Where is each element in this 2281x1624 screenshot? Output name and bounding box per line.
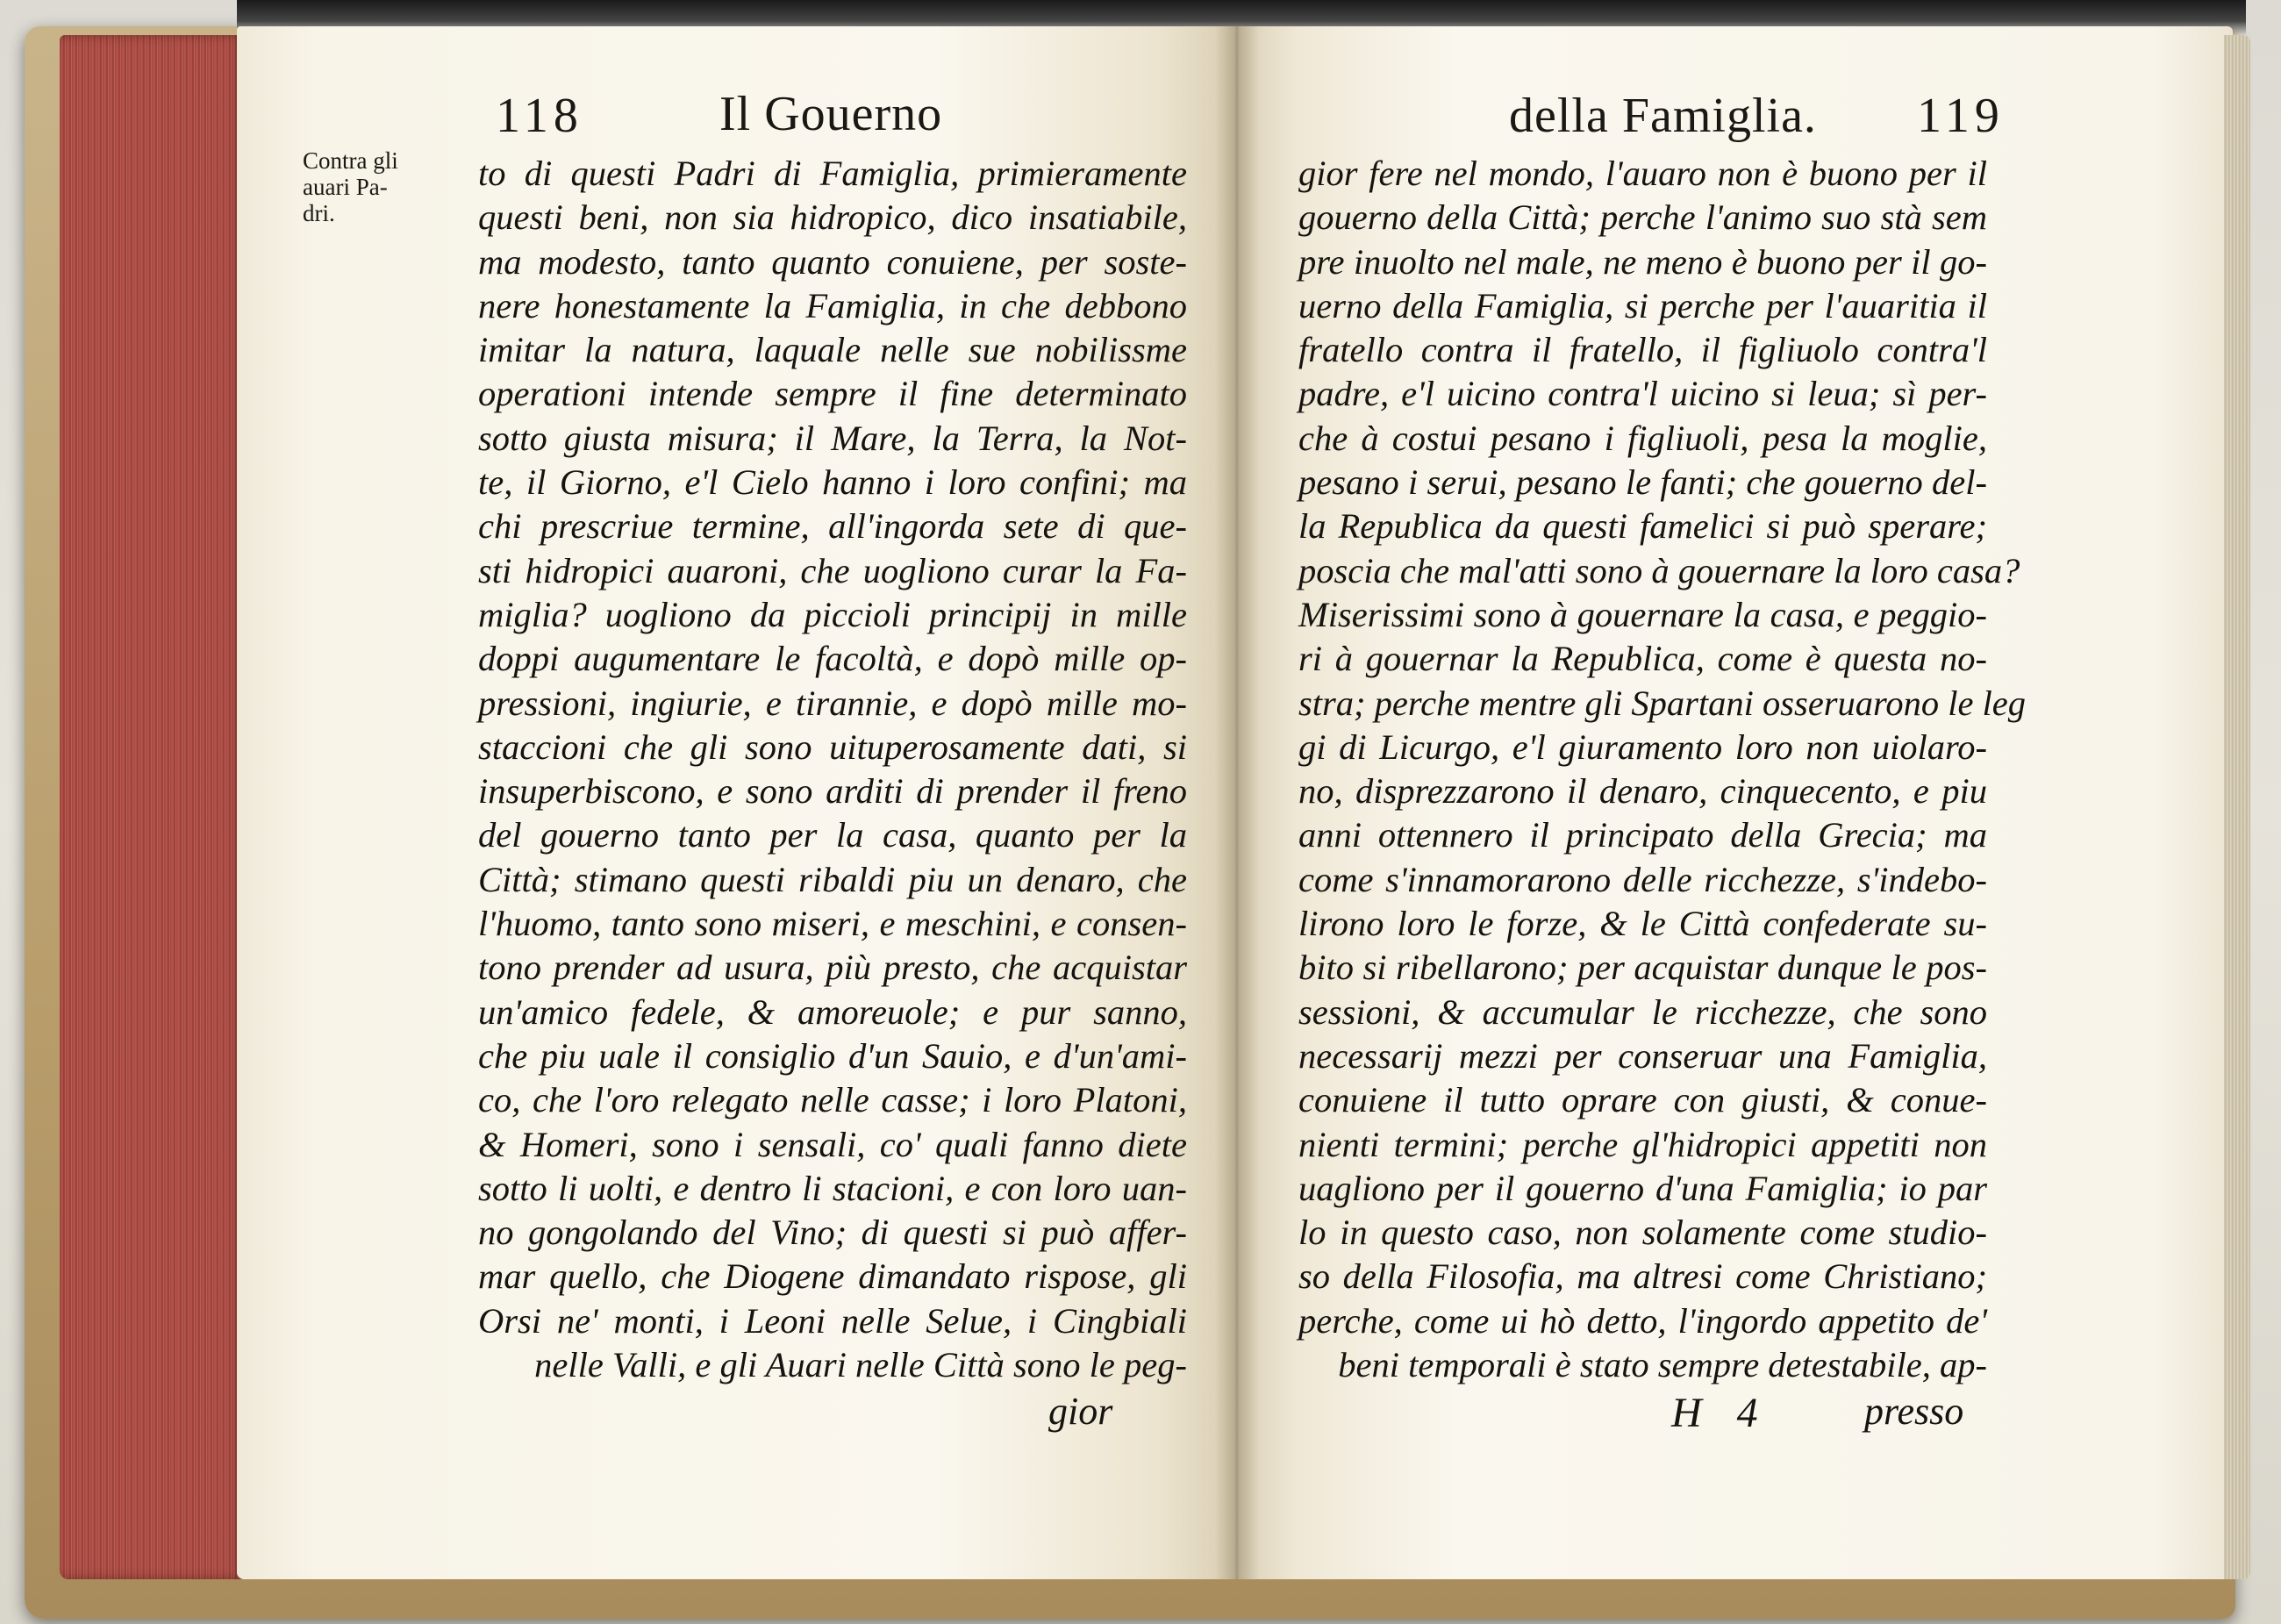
book-gutter [1215,26,1259,1579]
marginal-note [303,147,487,226]
text-line: la Republica da questi famelici si può sperare; [1298,506,1987,547]
text-line: stra; perche mentre gli Spartani osseruarono le leg [1298,683,2027,723]
left-page-number: 118 [496,89,583,143]
marginal-note-line: dri. [303,200,335,226]
text-line: nere honestamente la Famiglia, in che debbono [478,285,1187,326]
marginal-note-line: auari Pa- [303,174,388,200]
signature-number: 4 [1736,1390,1758,1436]
right-body-text [1298,152,2027,1387]
text-line: gior fere nel mondo, l'auaro non è buono per il [1298,154,1987,193]
text-line: poscia che mal'atti sono à gouernare la loro casa? [1298,550,2020,590]
right-running-head: della Famiglia. [1509,89,1817,143]
text-line: l'huomo, tanto sono miseri, e meschini, e consen- [478,904,1187,944]
text-line: del gouerno tanto per la casa, quanto per la [478,815,1187,855]
text-line: uerno della Famiglia, si perche per l'auaritia il [1298,285,1987,326]
text-line: beni temporali è stato sempre detestabile, ap- [1338,1345,1987,1385]
text-line: questi beni, non sia hidropico, dico insatiabile, [478,197,1187,238]
marginal-note-line: Contra gli [303,147,398,174]
text-line: tono prender ad usura, più presto, che acquistar [478,948,1187,988]
right-page-number: 119 [1917,89,2005,143]
text-line: ri à gouernar la Republica, come è questa no- [1298,639,1987,679]
left-catchword: gior [1048,1390,1113,1433]
text-line: sotto li uolti, e dentro li stacioni, e con loro uan- [478,1168,1187,1208]
text-line: to di questi Padri di Famiglia, primieramente [478,154,1187,193]
text-line: te, il Giorno, e'l Cielo hanno i loro confini; ma [478,462,1187,503]
text-line: pesano i serui, pesano le fanti; che gouerno del- [1298,462,1987,503]
text-line: Miserissimi sono à gouernare la casa, e peggio- [1298,594,1987,634]
text-line: so della Filosofia, ma altresi come Christiano; [1298,1256,1987,1297]
text-line: conuiene il tutto oprare con giusti, & conue- [1298,1080,1987,1120]
text-line: miglia? uogliono da piccioli principij in mille [478,594,1187,634]
signature-letter: H [1671,1390,1702,1436]
text-line: anni ottennero il principato della Grecia; ma [1298,815,1987,855]
text-line: mar quello, che Diogene dimandato rispose, gli [478,1256,1187,1297]
text-line: & Homeri, sono i sensali, co' quali fanno diete [478,1124,1187,1164]
text-line: Città; stimano questi ribaldi piu un denaro, che [478,859,1187,899]
right-catchword: presso [1864,1390,1964,1433]
text-line: no, disprezzarono il denaro, cinquecento, e piu [1298,771,1987,812]
text-line: gi di Licurgo, e'l giuramento loro non uiolaro- [1298,726,1987,767]
text-line: che piu uale il consiglio d'un Sauio, e d'un'ami- [478,1035,1187,1076]
text-line: lirono loro le forze, & le Città confederate su- [1298,904,1987,944]
text-line: bito si ribellarono; per acquistar dunque le pos- [1298,948,1987,988]
text-line: insuperbiscono, e sono arditi di prender il freno [478,771,1187,812]
text-line: un'amico fedele, & amoreuole; e pur sanno, [478,991,1187,1032]
text-line: ma modesto, tanto quanto conuiene, per soste- [478,241,1187,282]
text-line: pressioni, ingiurie, e tirannie, e dopò mille mo- [478,683,1187,723]
text-line: nelle Valli, e gli Auari nelle Città sono le peg- [534,1345,1187,1385]
text-line: sotto giusta misura; il Mare, la Terra, la Not- [478,418,1187,458]
text-line: nienti termini; perche gl'hidropici appetiti non [1298,1124,1987,1164]
text-line: operationi intende sempre il fine determinato [478,374,1187,414]
left-running-head: Il Gouerno [719,87,943,141]
left-body-text [478,152,1187,1387]
text-line: come s'innamorarono delle ricchezze, s'indebo- [1298,859,1987,899]
text-line: necessarij mezzi per conseruar una Famiglia, [1298,1035,1987,1076]
text-line: uagliono per il gouerno d'una Famiglia; io par [1298,1168,1987,1208]
text-line: sti hidropici auaroni, che uogliono curar la Fa- [478,550,1187,590]
text-line: che à costui pesano i figliuoli, pesa la moglie, [1298,418,1987,458]
page-edges-left [60,35,244,1579]
text-line: fratello contra il fratello, il figliuolo contra'l [1298,330,1987,370]
text-line: lo in questo caso, non solamente come studio- [1298,1213,1987,1253]
signature-mark [1671,1389,1793,1437]
text-line: gouerno della Città; perche l'animo suo stà sem [1298,197,1987,238]
text-line: doppi augumentare le facoltà, e dopò mille op- [478,639,1187,679]
text-line: pre inuolto nel male, ne meno è buono per il go- [1298,241,1987,282]
text-line: co, che l'oro relegato nelle casse; i loro Platoni, [478,1080,1187,1120]
text-line: Orsi ne' monti, i Leoni nelle Selue, i Cingbiali [478,1300,1187,1341]
text-line: no gongolando del Vino; di questi si può affer- [478,1213,1187,1253]
text-line: perche, come ui hò detto, l'ingordo appetito de' [1298,1300,1987,1341]
text-line: staccioni che gli sono uituperosamente dati, si [478,726,1187,767]
page-edges-right [2224,35,2250,1579]
text-line: padre, e'l uicino contra'l uicino si leua; sì per- [1298,374,1987,414]
text-line: imitar la natura, laquale nelle sue nobilissme [478,330,1187,370]
text-line: chi prescriue termine, all'ingorda sete di que- [478,506,1187,547]
text-line: sessioni, & accumular le ricchezze, che sono [1298,991,1987,1032]
